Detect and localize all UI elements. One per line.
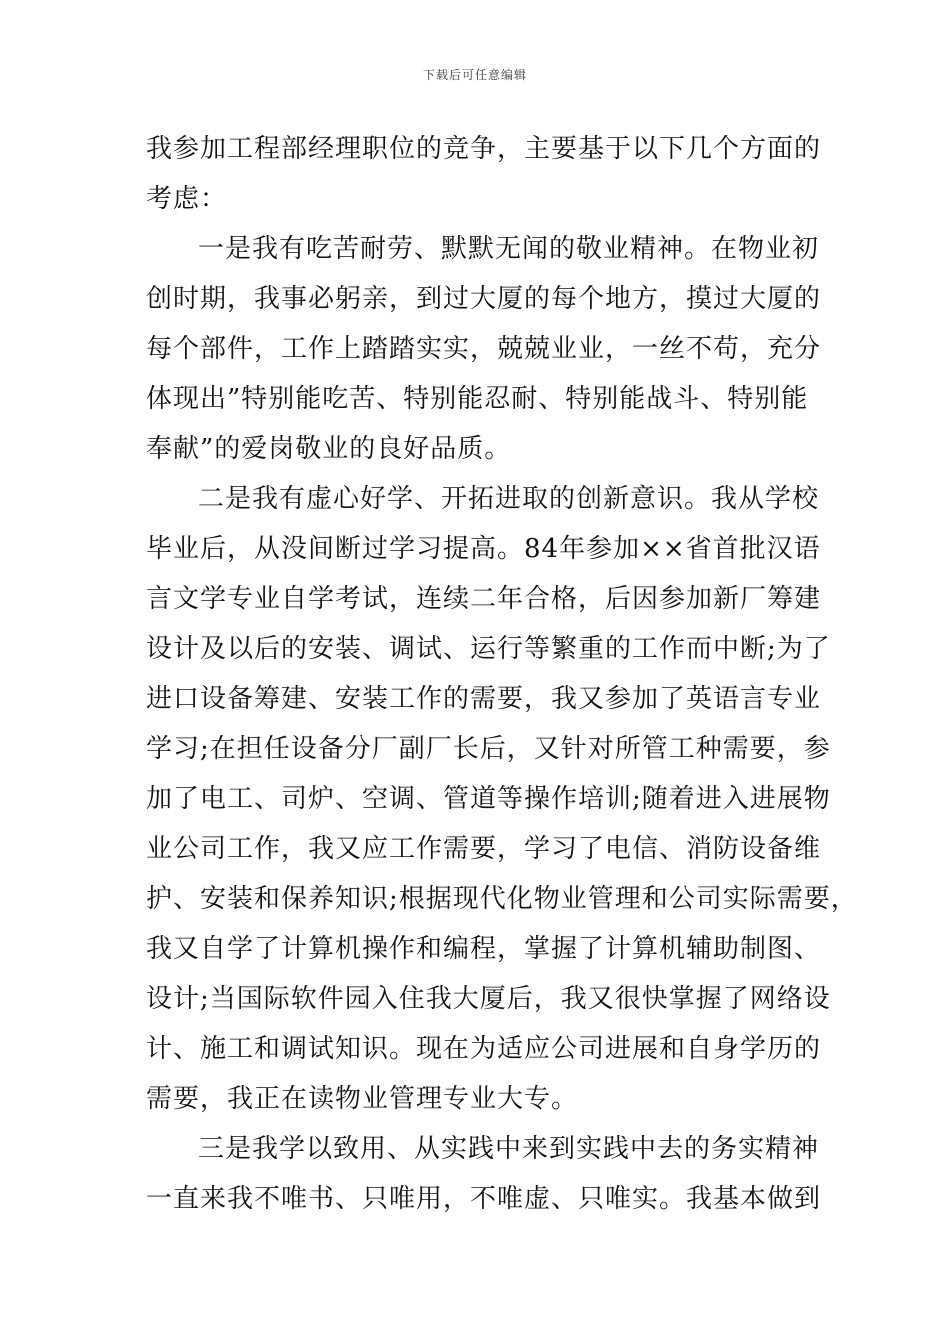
text-line: 言文学专业自学考试，连续二年合格，后因参加新厂筹建 — [146, 584, 822, 614]
document-body — [146, 124, 858, 1224]
text-line: 创时期，我事必躬亲，到过大厦的每个地方，摸过大厦的 — [146, 284, 822, 314]
text-line: 奉献”的爱岗敬业的良好品质。 — [146, 434, 512, 464]
paragraph-first-line: 二是我有虚心好学、开拓进取的创新意识。我从学校 — [198, 484, 820, 514]
text-line: 计、施工和调试知识。现在为适应公司进展和自身学历的 — [146, 1034, 822, 1064]
text-line: 设计及以后的安装、调试、运行等繁重的工作而中断;为了 — [146, 634, 831, 664]
text-line: 学习;在担任设备分厂副厂长后，又针对所管工种需要，参 — [146, 734, 831, 764]
text-line: 业公司工作，我又应工作需要，学习了电信、消防设备维 — [146, 834, 822, 864]
text-line: 我又自学了计算机操作和编程，掌握了计算机辅助制图、 — [146, 934, 822, 964]
paragraph-first-line: 一是我有吃苦耐劳、默默无闻的敬业精神。在物业初 — [198, 234, 820, 264]
text-line: 加了电工、司炉、空调、管道等操作培训;随着进入进展物 — [146, 784, 831, 814]
text-line: 一直来我不唯书、只唯用，不唯虚、只唯实。我基本做到 — [146, 1184, 822, 1214]
text-line: 考虑： — [146, 184, 228, 214]
text-line: 每个部件，工作上踏踏实实，兢兢业业，一丝不苟，充分 — [146, 334, 822, 364]
text-line: 我参加工程部经理职位的竞争，主要基于以下几个方面的 — [146, 134, 822, 164]
text-line: 毕业后，从没间断过学习提高。84年参加××省首批汉语 — [146, 534, 821, 564]
text-line: 体现出”特别能吃苦、特别能忍耐、特别能战斗、特别能 — [146, 384, 809, 414]
text-line: 护、安装和保养知识;根据现代化物业管理和公司实际需要， — [146, 884, 858, 914]
page-header: 下载后可任意编辑 — [422, 68, 527, 82]
paragraph-first-line: 三是我学以致用、从实践中来到实践中去的务实精神 — [198, 1134, 820, 1164]
text-line: 需要，我正在读物业管理专业大专。 — [146, 1084, 579, 1114]
text-line: 进口设备筹建、安装工作的需要，我又参加了英语言专业 — [146, 684, 822, 714]
text-line: 设计;当国际软件园入住我大厦后，我又很快掌握了网络设 — [146, 984, 831, 1014]
